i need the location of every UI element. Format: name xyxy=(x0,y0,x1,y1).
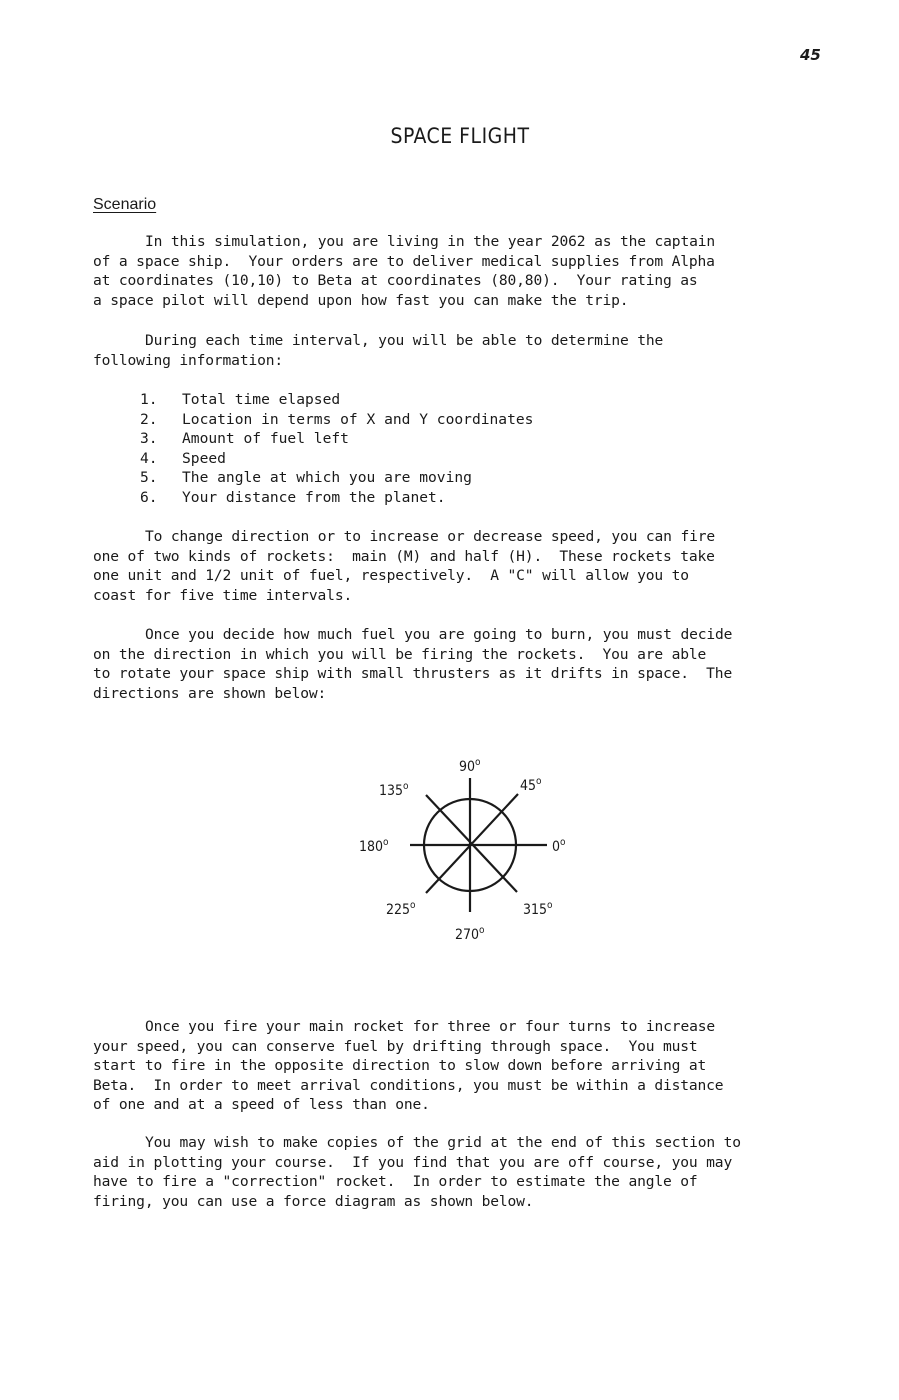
paragraph-line: You may wish to make copies of the grid at the end of this section to xyxy=(145,1134,741,1151)
list-number: 4. xyxy=(140,449,158,467)
label-45: 45$^o$ xyxy=(520,776,542,794)
paragraph-line: coast for five time intervals. xyxy=(93,586,353,604)
list-number: 1. xyxy=(140,391,158,408)
paragraph-conserve-fuel xyxy=(93,1017,833,1115)
list-text: Location in terms of X and Y coordinates xyxy=(182,410,534,428)
paragraph-line: To change direction or to increase or decrease speed, you can fire xyxy=(145,528,715,545)
paragraph-line: on the direction in which you will be firing the rockets. You are able xyxy=(93,645,707,663)
paragraph-grid-copies xyxy=(93,1133,833,1211)
paragraph-intro xyxy=(93,232,833,310)
paragraph-line: at coordinates (10,10) to Beta at coordinates (80,80). Your rating as xyxy=(93,272,698,289)
paragraph-line: start to fire in the opposite direction to slow down before arriving at xyxy=(93,1057,707,1074)
list-text: Amount of fuel left xyxy=(182,430,349,447)
list-item xyxy=(140,390,533,410)
list-item xyxy=(140,410,533,430)
paragraph-line: aid in plotting your course. If you find that you are off course, you may xyxy=(93,1153,733,1171)
paragraph-line: your speed, you can conserve fuel by drifting through space. You must xyxy=(93,1037,698,1055)
list-item xyxy=(140,449,533,469)
label-225: 225$^o$ xyxy=(386,900,416,918)
list-item xyxy=(140,429,533,449)
compass-diagram xyxy=(350,750,590,950)
list-number: 2. xyxy=(140,410,158,428)
label-135: 135$^o$ xyxy=(379,781,409,799)
list-item xyxy=(140,488,533,508)
paragraph-line: following information: xyxy=(93,351,283,369)
paragraph-line: a space pilot will depend upon how fast you can make the trip. xyxy=(93,291,629,309)
list-text: Your distance from the planet. xyxy=(182,488,446,506)
paragraph-line: one unit and 1/2 unit of fuel, respectively. A "C" will allow you to xyxy=(93,567,689,584)
paragraph-information xyxy=(93,331,833,370)
page-number: 45 xyxy=(800,46,821,64)
list-number: 3. xyxy=(140,430,158,447)
paragraph-line: During each time interval, you will be able to determine the xyxy=(145,332,664,349)
list-number: 5. xyxy=(140,469,158,486)
paragraph-line: firing, you can use a force diagram as shown below. xyxy=(93,1192,534,1210)
paragraph-line: have to fire a "correction" rocket. In order to estimate the angle of xyxy=(93,1173,698,1190)
paragraph-line: directions are shown below: xyxy=(93,684,327,702)
paragraph-line: of one and at a speed of less than one. xyxy=(93,1096,430,1113)
list-text: The angle at which you are moving xyxy=(182,469,472,486)
section-heading-scenario: Scenario xyxy=(93,196,157,213)
label-0: 0$^o$ xyxy=(552,837,566,855)
list-number: 6. xyxy=(140,488,158,506)
paragraph-line: one of two kinds of rockets: main (M) and half (H). These rockets take xyxy=(93,547,715,565)
list-item xyxy=(140,468,533,488)
paragraph-line: to rotate your space ship with small thrusters as it drifts in space. The xyxy=(93,665,733,682)
label-180: 180$^o$ xyxy=(359,837,389,855)
label-270: 270$^o$ xyxy=(455,925,485,943)
label-315: 315$^o$ xyxy=(523,900,553,918)
label-90: 90$^o$ xyxy=(459,757,481,775)
paragraph-line: In this simulation, you are living in the year 2062 as the captain xyxy=(145,233,715,250)
paragraph-direction xyxy=(93,625,833,703)
page-title: SPACE FLIGHT xyxy=(390,124,530,148)
list-text: Speed xyxy=(182,449,226,467)
information-list xyxy=(140,390,533,507)
paragraph-line: of a space ship. Your orders are to deliver medical supplies from Alpha xyxy=(93,252,715,270)
paragraph-line: Beta. In order to meet arrival conditions, you must be within a distance xyxy=(93,1076,724,1094)
paragraph-line: Once you decide how much fuel you are going to burn, you must decide xyxy=(145,626,733,643)
paragraph-rockets xyxy=(93,527,833,605)
list-text: Total time elapsed xyxy=(182,391,341,408)
paragraph-line: Once you fire your main rocket for three or four turns to increase xyxy=(145,1018,715,1035)
